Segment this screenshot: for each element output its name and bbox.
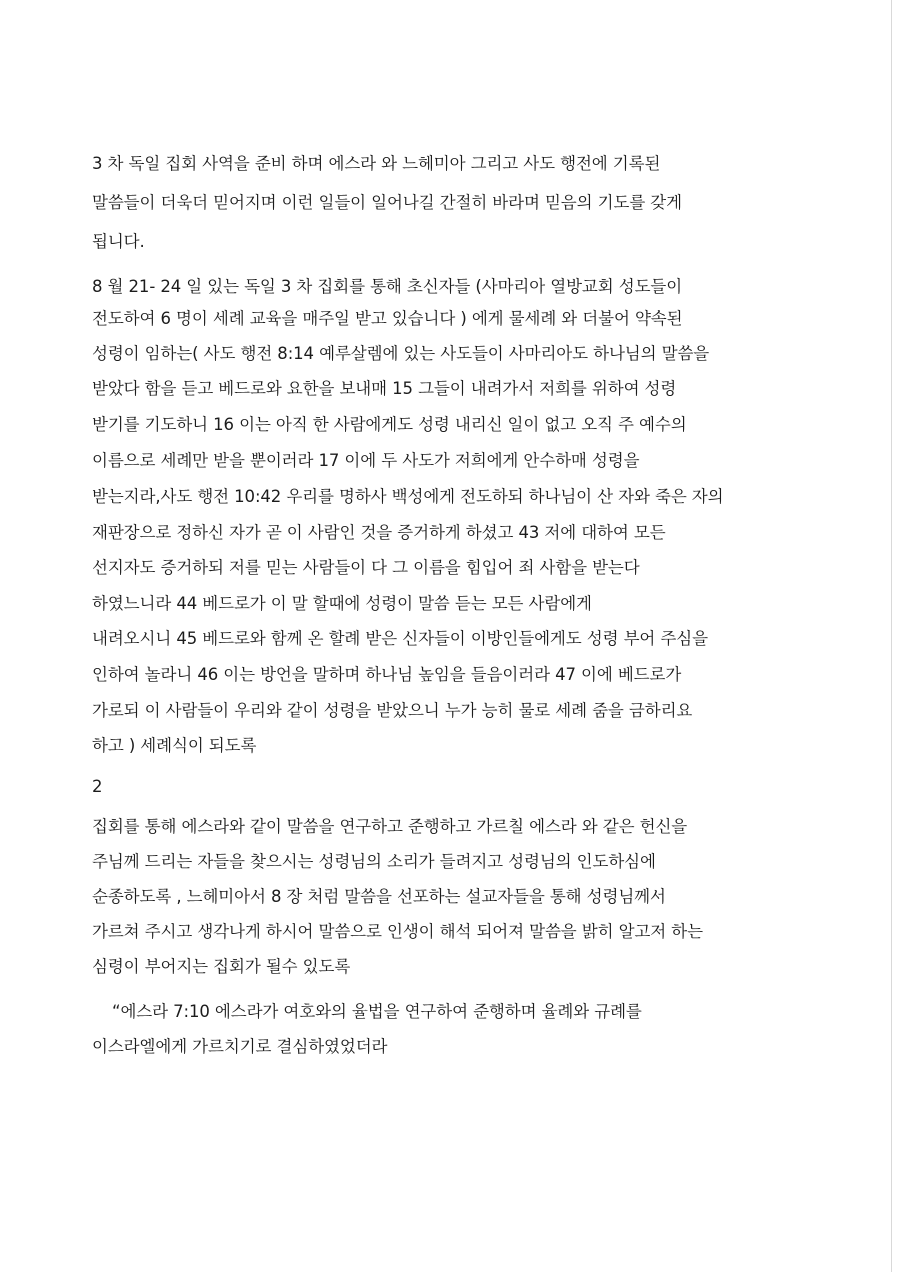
page-edge bbox=[891, 0, 892, 1272]
text-line: 8 월 21- 24 일 있는 독일 3 차 집회를 통해 초신자들 (사마리아 열방교회 성도들이 bbox=[92, 277, 683, 296]
text-line: 집회를 통해 에스라와 같이 말씀을 연구하고 준행하고 가르칠 에스라 와 같은 헌신을 bbox=[92, 817, 688, 836]
text-line: 선지자도 증거하되 저를 믿는 사람들이 다 그 이름을 힘입어 죄 사함을 받는다 bbox=[92, 558, 640, 577]
text-line: 말씀들이 더욱더 믿어지며 이런 일들이 일어나길 간절히 바라며 믿음의 기도를 갖게 bbox=[92, 193, 682, 212]
text-line: 심령이 부어지는 집회가 될수 있도록 bbox=[92, 957, 351, 976]
text-line: 하였느니라 44 베드로가 이 말 할때에 성령이 말씀 듣는 모든 사람에게 bbox=[92, 594, 592, 613]
text-line: 받았다 함을 듣고 베드로와 요한을 보내매 15 그들이 내려가서 저희를 위하여 성령 bbox=[92, 379, 677, 398]
text-line: 인하여 놀라니 46 이는 방언을 말하며 하나님 높임을 들음이러라 47 이에 베드로가 bbox=[92, 665, 682, 684]
text-line: 순종하도록 , 느헤미아서 8 장 처럼 말씀을 선포하는 설교자들을 통해 성령님께서 bbox=[92, 887, 666, 906]
section-number: 2 bbox=[92, 777, 103, 796]
text-line: 받는지라,사도 행전 10:42 우리를 명하사 백성에게 전도하되 하나님이 산 자와 죽은 자의 bbox=[92, 487, 724, 506]
text-line: 가로되 이 사람들이 우리와 같이 성령을 받았으니 누가 능히 물로 세례 줌을 금하리요 bbox=[92, 701, 693, 720]
text-line: 성령이 임하는( 사도 행전 8:14 예루살렘에 있는 사도들이 사마리아도 하나님의 말씀을 bbox=[92, 344, 710, 363]
text-line: 이스라엘에게 가르치기로 결심하였었더라 bbox=[92, 1037, 388, 1056]
text-line: 내려오시니 45 베드로와 함께 온 할례 받은 신자들이 이방인들에게도 성령 부어 주심을 bbox=[92, 629, 708, 648]
text-line: 주님께 드리는 자들을 찾으시는 성령님의 소리가 들려지고 성령님의 인도하심에 bbox=[92, 852, 656, 871]
text-line: 가르쳐 주시고 생각나게 하시어 말씀으로 인생이 해석 되어져 말씀을 밝히 알고저 하는 bbox=[92, 922, 703, 941]
text-line: 됩니다. bbox=[92, 232, 145, 251]
text-line: 받기를 기도하니 16 이는 아직 한 사람에게도 성령 내리신 일이 없고 오직 주 예수의 bbox=[92, 415, 687, 434]
text-line: 이름으로 세례만 받을 뿐이러라 17 이에 두 사도가 저희에게 안수하매 성령을 bbox=[92, 451, 640, 470]
text-line: 재판장으로 정하신 자가 곧 이 사람인 것을 증거하게 하셨고 43 저에 대하여 모든 bbox=[92, 523, 666, 542]
text-line: 3 차 독일 집회 사역을 준비 하며 에스라 와 느헤미아 그리고 사도 행전에 기록된 bbox=[92, 154, 661, 173]
text-line: “에스라 7:10 에스라가 여호와의 율법을 연구하여 준행하며 율례와 규례를 bbox=[112, 1002, 642, 1021]
text-line: 전도하여 6 명이 세례 교육을 매주일 받고 있습니다 ) 에게 물세례 와 더불어 약속된 bbox=[92, 309, 683, 328]
text-line: 하고 ) 세례식이 되도록 bbox=[92, 736, 257, 755]
